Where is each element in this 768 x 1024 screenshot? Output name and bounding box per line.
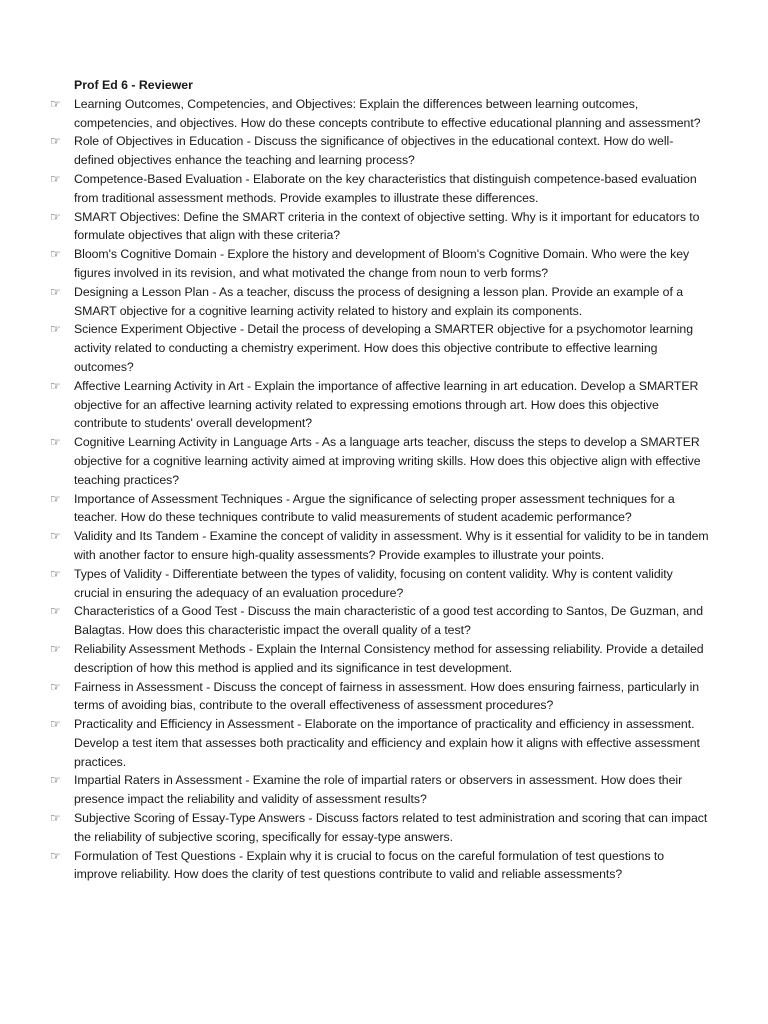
list-item [50,433,710,489]
pointing-hand-icon: ☞ [50,641,61,656]
pointing-hand-icon: ☞ [50,134,61,149]
pointing-hand-icon: ☞ [50,679,61,694]
pointing-hand-icon: ☞ [50,491,61,506]
list-item [50,490,710,528]
pointing-hand-icon: ☞ [50,96,61,111]
list-item [50,283,710,321]
pointing-hand-icon: ☞ [50,717,61,732]
list-item-text: Characteristics of a Good Test - Discuss the main characteristic of a good test according to Santos, De Guzman, and Balagtas. How does this characteristic impact the overall quality of a test? [74,604,703,638]
list-item [50,95,710,133]
pointing-hand-icon: ☞ [50,171,61,186]
document-body [50,76,710,884]
list-item [50,771,710,809]
pointing-hand-icon: ☞ [50,322,61,337]
list-item-text: Subjective Scoring of Essay-Type Answers - Discuss factors related to test administration and scoring that can impact the reliability of subjective scoring, specifically for essay-type answers. [74,811,708,844]
list-item [50,715,710,771]
list-item [50,640,710,678]
pointing-hand-icon: ☞ [50,378,61,393]
list-item [50,245,710,283]
list-item [50,565,710,603]
list-item-text: Types of Validity - Differentiate between the types of validity, focusing on content validity. Why is content validity crucial in ensuring the adequacy of an evaluation procedure? [74,566,673,600]
list-item-text: Reliability Assessment Methods - Explain the Internal Consistency method for assessing reliability. Provide a detailed description of how this method is applied and its significance in test development. [74,641,704,675]
list-item-text: Science Experiment Objective - Detail the process of developing a SMARTER objective for a psychomotor learning activity related to conducting a chemistry experiment. How does this objective contribute to effective learning outcomes? [74,322,693,374]
list-item-text: Formulation of Test Questions - Explain why it is crucial to focus on the careful formulation of test questions to improve reliability. How does the clarity of test questions contribute to valid and reliable assessments? [74,848,665,882]
pointing-hand-icon: ☞ [50,848,61,863]
pointing-hand-icon: ☞ [50,811,61,826]
list-item-text: Affective Learning Activity in Art - Explain the importance of affective learning in art education. Develop a SMARTER objective for an affective learning activity related to expressing emotions through art. How does this objective contribute to students' overall development? [74,378,699,431]
reviewer-question-list [50,95,710,884]
document-title: Prof Ed 6 - Reviewer [74,78,193,92]
list-item-text: Importance of Assessment Techniques - Argue the significance of selecting proper assessment techniques for a teacher. How do these techniques contribute to valid measurements of student academic performance? [74,491,675,525]
list-item-text: Cognitive Learning Activity in Language Arts - As a language arts teacher, discuss the steps to develop a SMARTER objective for a cognitive learning activity aimed at improving writing skills. How does this objective align with effective teaching practices? [74,435,701,487]
list-item-text: Practicality and Efficiency in Assessment - Elaborate on the importance of practicality and efficiency in assessment. Develop a test item that assesses both practicality and efficiency and explain how it aligns with effective assessment practices. [74,717,700,769]
list-item-text: Learning Outcomes, Competencies, and Objectives: Explain the differences between learning outcomes, competencies, and objectives. How do these concepts contribute to effective educational planning and assessment? [74,96,701,130]
list-item [50,678,710,716]
list-item-text: Designing a Lesson Plan - As a teacher, discuss the process of designing a lesson plan. Provide an example of a SMART objective for a cognitive learning activity related to history and explain its components. [74,284,683,318]
pointing-hand-icon: ☞ [50,247,61,262]
pointing-hand-icon: ☞ [50,529,61,544]
pointing-hand-icon: ☞ [50,209,61,224]
list-item-text: Impartial Raters in Assessment - Examine the role of impartial raters or observers in assessment. How does their presence impact the reliability and validity of assessment results? [74,773,683,807]
pointing-hand-icon: ☞ [50,566,61,581]
list-item [50,809,710,847]
list-item [50,132,710,170]
list-item-text: Competence-Based Evaluation - Elaborate on the key characteristics that distinguish competence-based evaluation from traditional assessment methods. Provide examples to illustrate these differences. [74,171,697,205]
list-item [50,602,710,640]
list-item [50,320,710,376]
list-item-text: Fairness in Assessment - Discuss the concept of fairness in assessment. How does ensuring fairness, particularly in terms of avoiding bias, contribute to the overall effectiveness of assessment procedures? [74,679,700,713]
list-item-text: SMART Objectives: Define the SMART criteria in the context of objective setting. Why is it important for educators to formulate objectives that align with these criteria? [74,209,700,243]
pointing-hand-icon: ☞ [50,435,61,450]
list-item [50,208,710,246]
list-item-text: Role of Objectives in Education - Discuss the significance of objectives in the educational context. How do well-defined objectives enhance the teaching and learning process? [74,134,674,168]
pointing-hand-icon: ☞ [50,773,61,788]
list-item [50,847,710,885]
list-item [50,377,710,433]
pointing-hand-icon: ☞ [50,284,61,299]
list-item-text: Bloom's Cognitive Domain - Explore the history and development of Bloom's Cognitive Domain. Who were the key figures involved in its revision, and what motivated the change from noun to verb forms? [74,247,690,280]
list-item-text: Validity and Its Tandem - Examine the concept of validity in assessment. Why is it essential for validity to be in tandem with another factor to ensure high-quality assessments? Provide examples to illustrate your points. [74,529,709,562]
pointing-hand-icon: ☞ [50,604,61,619]
list-item [50,170,710,208]
list-item [50,527,710,565]
